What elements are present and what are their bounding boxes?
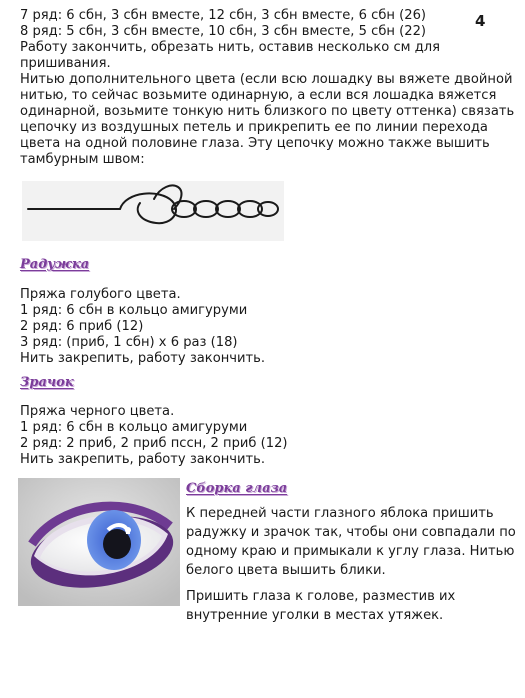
- text-line: Нить закрепить, работу закончить.: [20, 351, 266, 366]
- text-line: одному краю и примыкали к углу глаза. Нитью: [186, 544, 515, 559]
- text-line: 1 ряд: 6 сбн в кольцо амигуруми: [20, 420, 248, 435]
- text-line: Нить закрепить, работу закончить.: [20, 452, 266, 467]
- crocheted-eye-drawing: [18, 478, 180, 606]
- crocheted-eye-photo: [18, 478, 180, 606]
- text-line: Нитью дополнительного цвета (если всю лошадку вы вяжете двойной: [20, 72, 513, 87]
- hook-loop: [120, 193, 176, 223]
- text-line: нитью, то сейчас возьмите одинарную, а если вся лошадка вяжется: [20, 88, 497, 103]
- text-line: 2 ряд: 6 приб (12): [20, 319, 144, 334]
- text-line: Пряжа голубого цвета.: [20, 287, 181, 302]
- text-line: Работу закончить, обрезать нить, оставив несколько см для: [20, 40, 441, 55]
- text-line: радужку и зрачок так, чтобы они совпадали по: [186, 525, 516, 540]
- text-line: белого цвета вышить блики.: [186, 563, 386, 578]
- chain-link: [216, 201, 240, 217]
- chain-stitch-illustration: [22, 181, 284, 241]
- text-line: К передней части глазного яблока пришить: [186, 506, 494, 521]
- text-line: цвета на одной половине глаза. Эту цепочку можно также вышить: [20, 136, 490, 151]
- page-number: 4: [475, 12, 486, 30]
- chain-stitch-drawing: [22, 181, 284, 241]
- section-heading-assembly: Сборка глаза: [186, 481, 288, 496]
- text-line: одинарной, возьмите тонкую нить близкого по цвету оттенка) связать: [20, 104, 515, 119]
- text-line: 1 ряд: 6 сбн в кольцо амигуруми: [20, 303, 248, 318]
- chain-link: [194, 201, 218, 217]
- section-heading-iris: Радужка: [20, 257, 90, 272]
- text-line: 7 ряд: 6 сбн, 3 сбн вместе, 12 сбн, 3 сбн вместе, 6 сбн (26): [20, 8, 427, 23]
- text-line: Пришить глаза к голове, разместив их: [186, 589, 456, 604]
- section-heading-pupil: Зрачок: [20, 375, 74, 390]
- text-line: 8 ряд: 5 сбн, 3 сбн вместе, 10 сбн, 3 сбн вместе, 5 сбн (22): [20, 24, 427, 39]
- text-line: цепочку из воздушных петель и прикрепить ее по линии перехода: [20, 120, 488, 135]
- text-line: внутренние уголки в местах утяжек.: [186, 608, 444, 623]
- text-line: пришивания.: [20, 56, 111, 71]
- text-line: 3 ряд: (приб, 1 сбн) x 6 раз (18): [20, 335, 238, 350]
- text-line: Пряжа черного цвета.: [20, 404, 175, 419]
- text-line: 2 ряд: 2 приб, 2 приб пссн, 2 приб (12): [20, 436, 288, 451]
- text-line: тамбурным швом:: [20, 152, 145, 167]
